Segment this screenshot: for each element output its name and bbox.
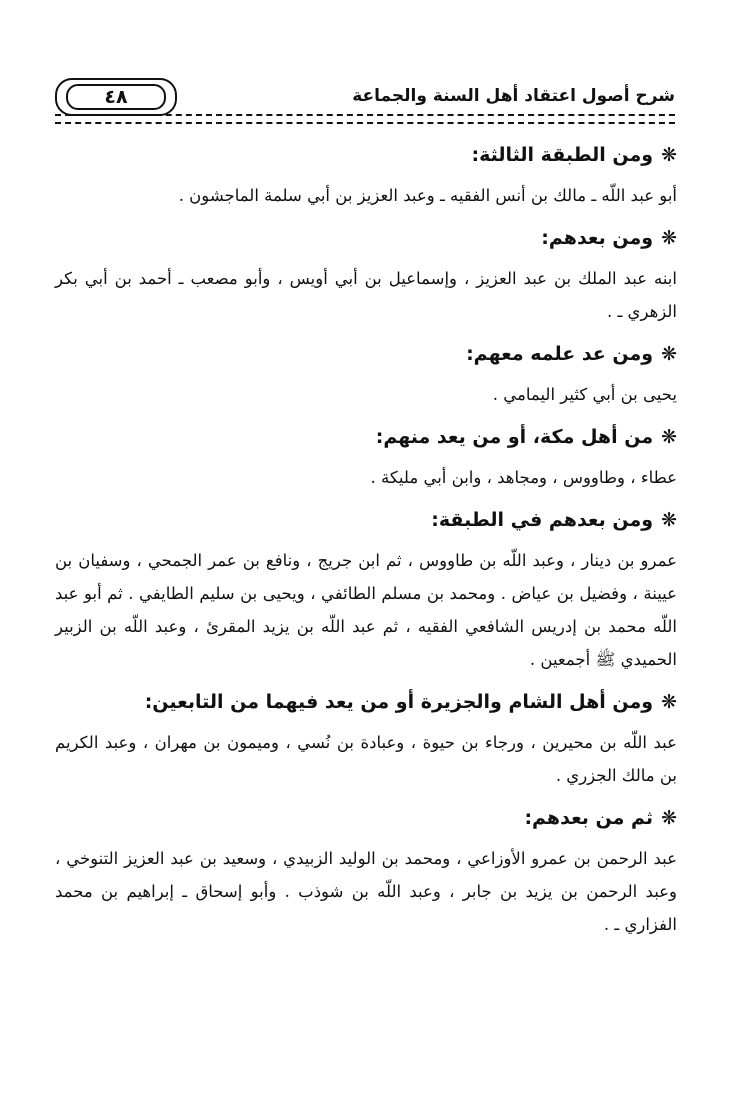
section-heading: ❋ومن أهل الشام والجزيرة أو من يعد فيهما من التابعين: [55, 687, 677, 717]
section-heading: ❋ومن بعدهم في الطبقة: [55, 505, 677, 535]
section-paragraph: ابنه عبد الملك بن عبد العزيز ، وإسماعيل بن أبي أويس ، وأبو مصعب ـ أحمد بن أبي بكر الزهري ـ . [55, 269, 677, 321]
bullet-star-icon: ❋ [661, 509, 677, 531]
section-heading: ❋ومن بعدهم: [55, 223, 677, 253]
section-heading: ❋ومن الطبقة الثالثة: [55, 140, 677, 170]
section-paragraph: عبد الرحمن بن عمرو الأوزاعي ، ومحمد بن الوليد الزبيدي ، وسعيد بن عبد العزيز التنوخي ، وعبد الرحمن بن يزيد بن جابر ، وعبد اللّه بن شوذب . وأبو إسحاق ـ إبراهيم بن محمد الفزاري ـ . [55, 849, 677, 934]
section-heading: ❋من أهل مكة، أو من يعد منهم: [55, 422, 677, 452]
header-divider [55, 114, 675, 124]
section-heading: ❋ثم من بعدهم: [55, 803, 677, 833]
bullet-star-icon: ❋ [661, 343, 677, 365]
section-paragraph: أبو عبد اللّه ـ مالك بن أنس الفقيه ـ وعبد العزيز بن أبي سلمة الماجشون . [178, 186, 677, 205]
section-paragraph: عبد اللّه بن محيرين ، ورجاء بن حيوة ، وعبادة بن نُسي ، وميمون بن مهران ، وعبد الكريم بن مالك الجزري . [55, 733, 677, 785]
bullet-star-icon: ❋ [661, 227, 677, 249]
bullet-star-icon: ❋ [661, 426, 677, 448]
book-title: شرح أصول اعتقاد أهل السنة والجماعة [352, 86, 675, 106]
section-paragraph: عطاء ، وطاووس ، ومجاهد ، وابن أبي مليكة . [370, 468, 677, 487]
page-body [55, 140, 677, 952]
section-paragraph: يحيى بن أبي كثير اليمامي . [492, 385, 677, 404]
bullet-star-icon: ❋ [661, 807, 677, 829]
page-number: ٤٨ [104, 86, 128, 108]
running-header [55, 78, 675, 120]
page-number-badge [55, 78, 177, 116]
bullet-star-icon: ❋ [661, 691, 677, 713]
bullet-star-icon: ❋ [661, 144, 677, 166]
section-paragraph: عمرو بن دينار ، وعبد اللّه بن طاووس ، ثم ابن جريج ، ونافع بن عمر الجمحي ، وسفيان بن عيينة ، وفضيل بن عياض . ومحمد بن مسلم الطائفي ، ويحيى بن سليم الطايفي . ثم أبو عبد اللّه محمد بن إدريس الشافعي الفقيه ، ثم عبد اللّه بن يزيد المقرئ ، وعبد اللّه بن الزبير الحميدي ﷺ أجمعين . [55, 551, 677, 669]
section-heading: ❋ومن عد علمه معهم: [55, 339, 677, 369]
